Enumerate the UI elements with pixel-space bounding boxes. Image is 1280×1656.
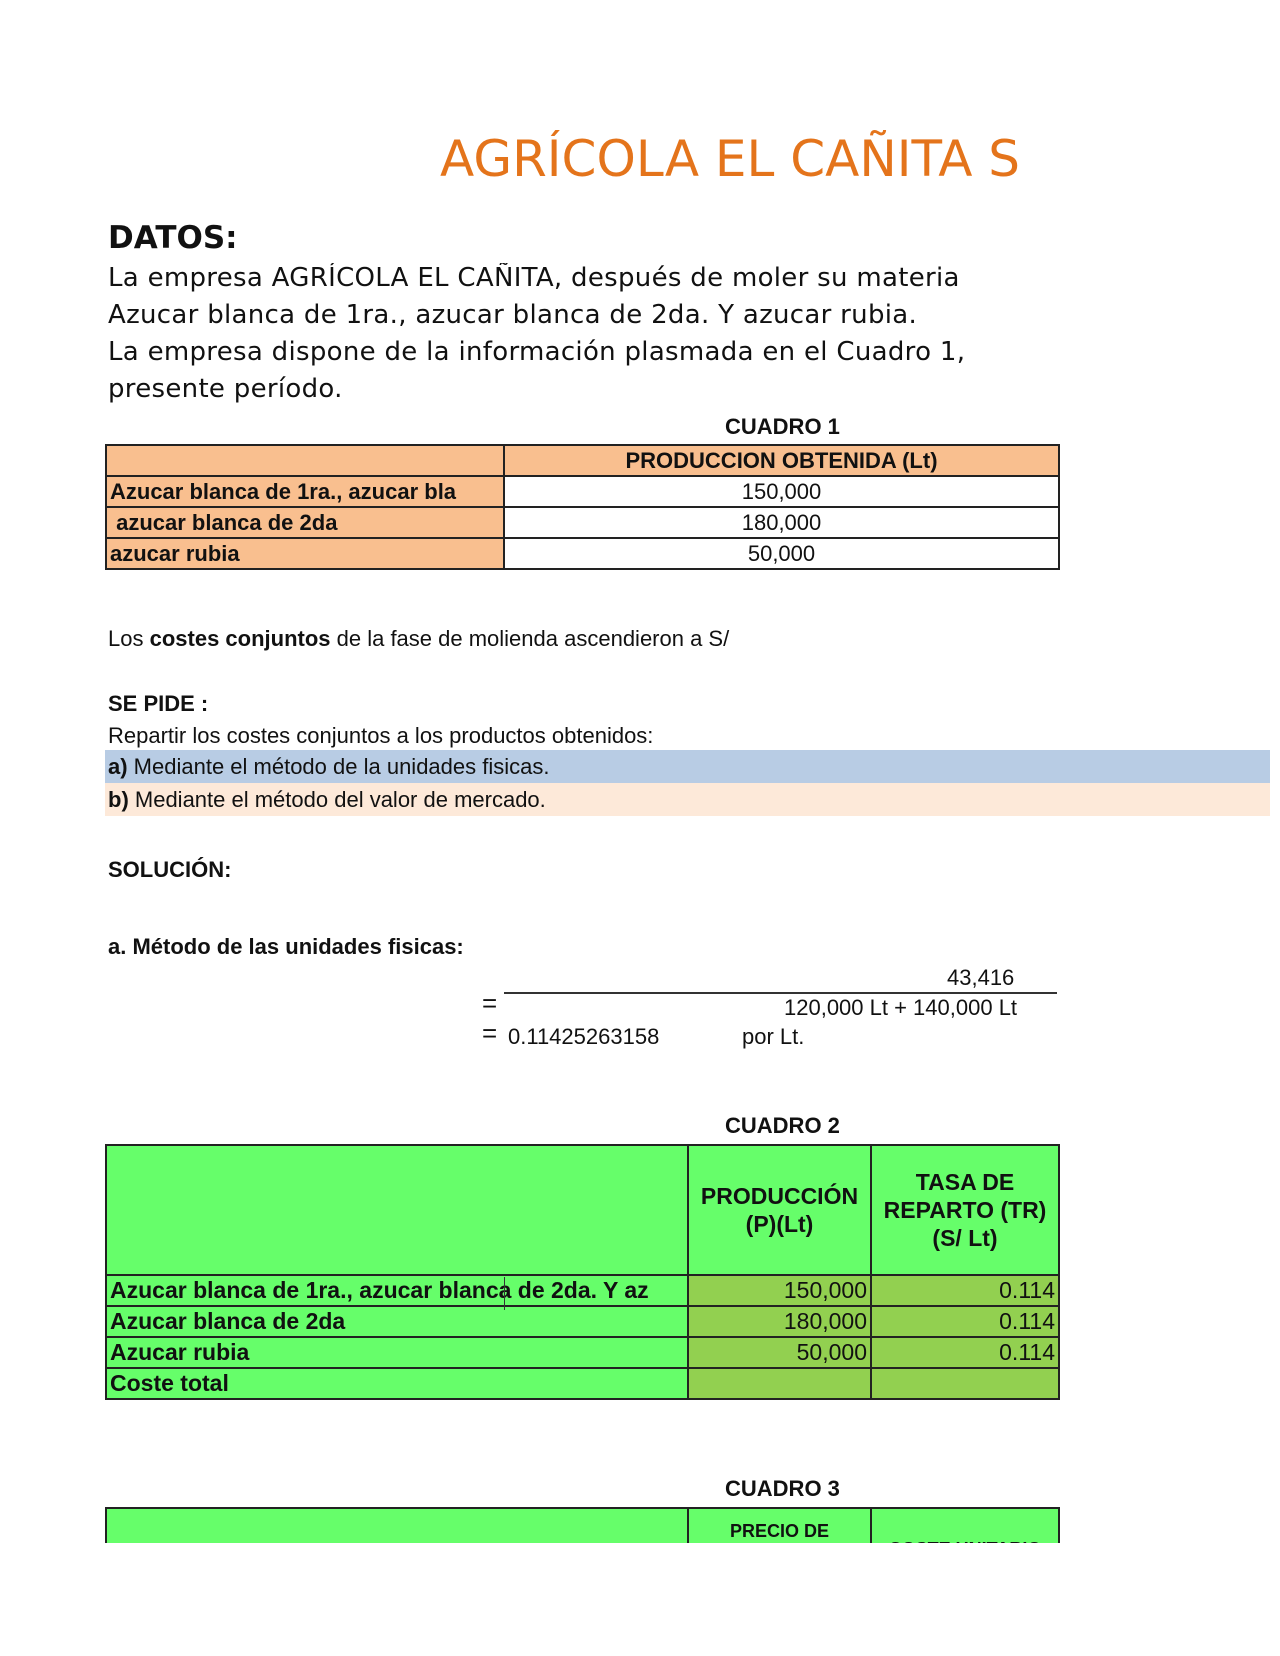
column-header: PRODUCCION OBTENIDA (Lt) <box>504 445 1059 476</box>
row-label: Azucar blanca de 1ra., azucar bla <box>106 476 504 507</box>
page-bottom-margin <box>0 1543 1280 1656</box>
row-label: Azucar blanca de 2da <box>106 1306 688 1337</box>
item-a <box>105 750 1270 783</box>
page-title: AGRÍCOLA EL CAÑITA S <box>440 130 1021 188</box>
table-cell <box>106 1145 688 1275</box>
table-row <box>106 1337 1059 1368</box>
table-cell: 0.114 <box>871 1275 1059 1306</box>
costes-bold: costes conjuntos <box>149 626 331 651</box>
cell-gridline <box>504 1277 505 1310</box>
table-cell: 180,000 <box>504 507 1059 538</box>
table-row <box>106 507 1059 538</box>
paragraph-line-1: La empresa AGRÍCOLA EL CAÑITA, después de moler su materia <box>108 263 960 293</box>
paragraph-line-4: presente período. <box>108 374 343 404</box>
row-label: Azucar blanca de 1ra., azucar blanca de 2da. Y az <box>106 1275 688 1306</box>
paragraph-line-2: Azucar blanca de 1ra., azucar blanca de 2da. Y azucar rubia. <box>108 300 918 330</box>
formula-numerator: 43,416 <box>947 965 1015 990</box>
row-label: Azucar rubia <box>106 1337 688 1368</box>
paragraph-line-3: La empresa dispone de la información plasmada en el Cuadro 1, <box>108 337 966 367</box>
cuadro2-caption: CUADRO 2 <box>725 1113 840 1138</box>
table-row <box>106 445 1059 476</box>
solucion-heading: SOLUCIÓN: <box>108 857 232 882</box>
costes-pre: Los <box>108 626 150 651</box>
table-row <box>106 476 1059 507</box>
row-label: azucar blanca de 2da <box>106 507 504 538</box>
fraction-line <box>504 992 1057 994</box>
column-header: PRECIO DE <box>688 1508 871 1590</box>
datos-heading: DATOS: <box>108 220 238 256</box>
item-b <box>105 783 1270 816</box>
table-cell: 50,000 <box>504 538 1059 569</box>
item-a-text: Mediante el método de la unidades fisicas. <box>127 754 550 779</box>
table-row <box>106 538 1059 569</box>
item-a-prefix: a) <box>108 754 128 779</box>
equals-sign: = <box>482 988 498 1018</box>
costes-post: de la fase de molienda ascendieron a S/ <box>330 626 730 651</box>
table-row <box>106 1368 1059 1399</box>
costes-text <box>108 626 729 652</box>
se-pide-intro: Repartir los costes conjuntos a los productos obtenidos: <box>108 723 654 748</box>
equals-sign: = <box>482 1018 498 1048</box>
table-cell: 180,000 <box>688 1306 871 1337</box>
formula-result: 0.11425263158 <box>508 1024 660 1049</box>
table-cell: 150,000 <box>688 1275 871 1306</box>
table-cell <box>871 1368 1059 1399</box>
se-pide-heading: SE PIDE : <box>108 691 209 716</box>
metodo-a-heading: a. Método de las unidades fisicas: <box>108 934 464 959</box>
item-b-prefix: b) <box>108 787 129 812</box>
formula-unit: por Lt. <box>742 1024 805 1049</box>
column-header: PRODUCCIÓN (P)(Lt) <box>688 1145 871 1275</box>
table-cell <box>106 445 504 476</box>
table-cell: 150,000 <box>504 476 1059 507</box>
table-row <box>106 1145 1059 1275</box>
table-cell: 50,000 <box>688 1337 871 1368</box>
row-label: azucar rubia <box>106 538 504 569</box>
table-row <box>106 1275 1059 1306</box>
row-label: Coste total <box>106 1368 688 1399</box>
table-cell <box>688 1368 871 1399</box>
table-cell: 0.114 <box>871 1337 1059 1368</box>
cuadro3-caption: CUADRO 3 <box>725 1476 840 1501</box>
table-row <box>106 1306 1059 1337</box>
cuadro1-caption: CUADRO 1 <box>725 414 840 439</box>
item-b-text: Mediante el método del valor de mercado. <box>128 787 546 812</box>
formula-denominator: 120,000 Lt + 140,000 Lt <box>784 995 1018 1020</box>
table-cell: 0.114 <box>871 1306 1059 1337</box>
cuadro1-table <box>105 444 1060 570</box>
cuadro2-table <box>105 1144 1060 1400</box>
column-header: TASA DE REPARTO (TR) (S/ Lt) <box>871 1145 1059 1275</box>
